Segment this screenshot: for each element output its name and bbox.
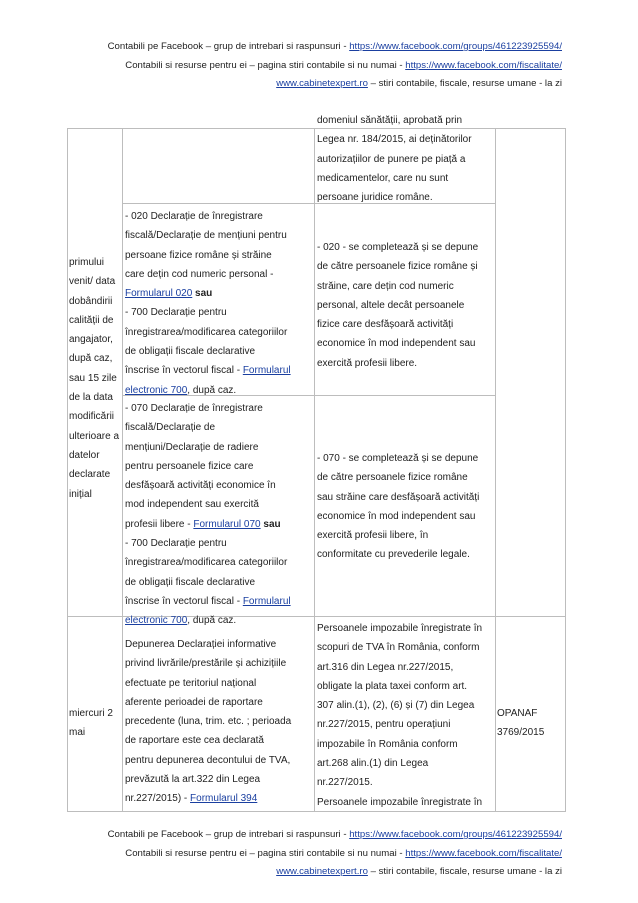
who-394-text: Persoanele impozabile înregistrate în scopuri de TVA în România, conform art.316 din Legea nr.227/2015, obligate la plata taxei conform art. 307 alin.(1), (2), (6) și (7) din Legea nr.227/2015, pentru operațiuni impozabile în România conform art.268 alin.(1) din Legea nr.227/2015. Persoanele impozabile înregistrate în xyxy=(317,623,483,808)
page-footer xyxy=(108,826,562,882)
electronic-700-link-2[interactable]: electronic 700 xyxy=(125,615,188,627)
header-line-2: Contabili si resurse pentru ei – pagina stiri contabile si nu numai - https://www.facebook.com/fiscalitate/ xyxy=(125,59,562,71)
who-070-text: - 070 - se completează și se depune de către persoanele fizice române sau străine care desfășoară activități economice în mod independent sau exercită profesii libere, în conformitate cu prevederile legale. xyxy=(317,453,480,561)
formular-700-link[interactable]: Formularul xyxy=(242,365,291,377)
who-top-text: domeniul sănătății, aprobată prin Legea nr. 184/2015, ai deținătorilor autorizațiilor de punere pe piață a medicamentelor, care nu sunt persoane juridice române. xyxy=(317,115,472,204)
obligation-020-text: - 020 Declarație de înregistrare fiscală/Declarație de mențiuni pentru persoane fizice române și străine care dețin cod numeric personal - Formularul 020 sau - 700 Declarație pentru înregistrarea/modificarea categoriilor de obligații fiscale declarative înscrise în vectorul fiscal - Formularul electronic 700, după caz. xyxy=(125,211,291,396)
header-line-3: www.cabinetexpert.ro – stiri contabile, fiscale, resurse umane - la zi xyxy=(276,78,562,89)
electronic-700-link[interactable]: electronic 700 xyxy=(125,384,188,396)
formular-070-link[interactable]: Formularul 070 xyxy=(193,518,261,530)
deadline-date-2: miercuri 2 mai xyxy=(69,708,113,739)
legal-basis-394: OPANAF 3769/2015 xyxy=(497,708,545,739)
obligation-070-text: - 070 Declarație de înregistrare fiscală/Declarație de mențiuni/Declarație de radiere pentru persoanele fizice care desfășoară activități economice în mod independent sau exercită profesii libere - Formularul 070 sau - 700 Declarație pentru înregistrarea/modificarea categoriilor de obligații fiscale declarative înscrise în vectorul fiscal - Formularul electronic 700, după caz. xyxy=(125,403,291,627)
footer-line-1: Contabili pe Facebook – grup de intrebari si raspunsuri - https://www.facebook.com/groups/461223925594/ xyxy=(107,829,562,840)
footer-facebook-page-link[interactable]: https://www.facebook.com/fiscalitate/ xyxy=(405,847,562,859)
formular-020-link[interactable]: Formularul 020 xyxy=(125,288,193,300)
footer-facebook-group-link[interactable]: https://www.facebook.com/groups/461223925594/ xyxy=(349,829,562,840)
cell-legal-1 xyxy=(495,128,566,617)
footer-line-3: www.cabinetexpert.ro – stiri contabile, fiscale, resurse umane - la zi xyxy=(276,866,562,877)
cabinetexpert-link[interactable]: www.cabinetexpert.ro xyxy=(276,78,368,89)
tax-calendar-table xyxy=(67,115,566,812)
header-line-1: Contabili pe Facebook – grup de intrebari si raspunsuri - https://www.facebook.com/groups/461223925594/ xyxy=(107,41,562,52)
formular-700-link-2[interactable]: Formularul xyxy=(242,595,291,607)
footer-line-2: Contabili si resurse pentru ei – pagina stiri contabile si nu numai - https://www.facebook.com/fiscalitate/ xyxy=(125,847,562,859)
formular-394-link[interactable]: Formularul 394 xyxy=(190,793,258,805)
deadline-text: primului venit/ data dobândirii calității de angajator, după caz, sau 15 zile de la data modificării ulterioare a datelor declarate inițial xyxy=(69,257,120,500)
facebook-group-link[interactable]: https://www.facebook.com/groups/461223925594/ xyxy=(349,41,562,52)
page-header xyxy=(108,38,562,94)
facebook-page-link[interactable]: https://www.facebook.com/fiscalitate/ xyxy=(405,59,562,71)
who-020-text: - 020 - se completează și se depune de către persoanele fizice române și străine, care dețin cod numeric personal, altele decât persoanele fizice care desfășoară activități economice în mod independent sau exercită profesii libere. xyxy=(317,242,479,369)
footer-cabinetexpert-link[interactable]: www.cabinetexpert.ro xyxy=(276,866,368,877)
obligation-394-text: Depunerea Declarației informative privind livrările/prestările și achizițiile efectuate pe teritoriul național aferente perioadei de raportare precedente (luna, trim. etc. ; perioada de raportare este cea declarată pentru depunerea decontului de TVA, prevăzută la art.322 din Legea nr.227/2015) - Formularul 394 xyxy=(125,639,292,805)
cell-obligation-empty xyxy=(122,128,315,204)
